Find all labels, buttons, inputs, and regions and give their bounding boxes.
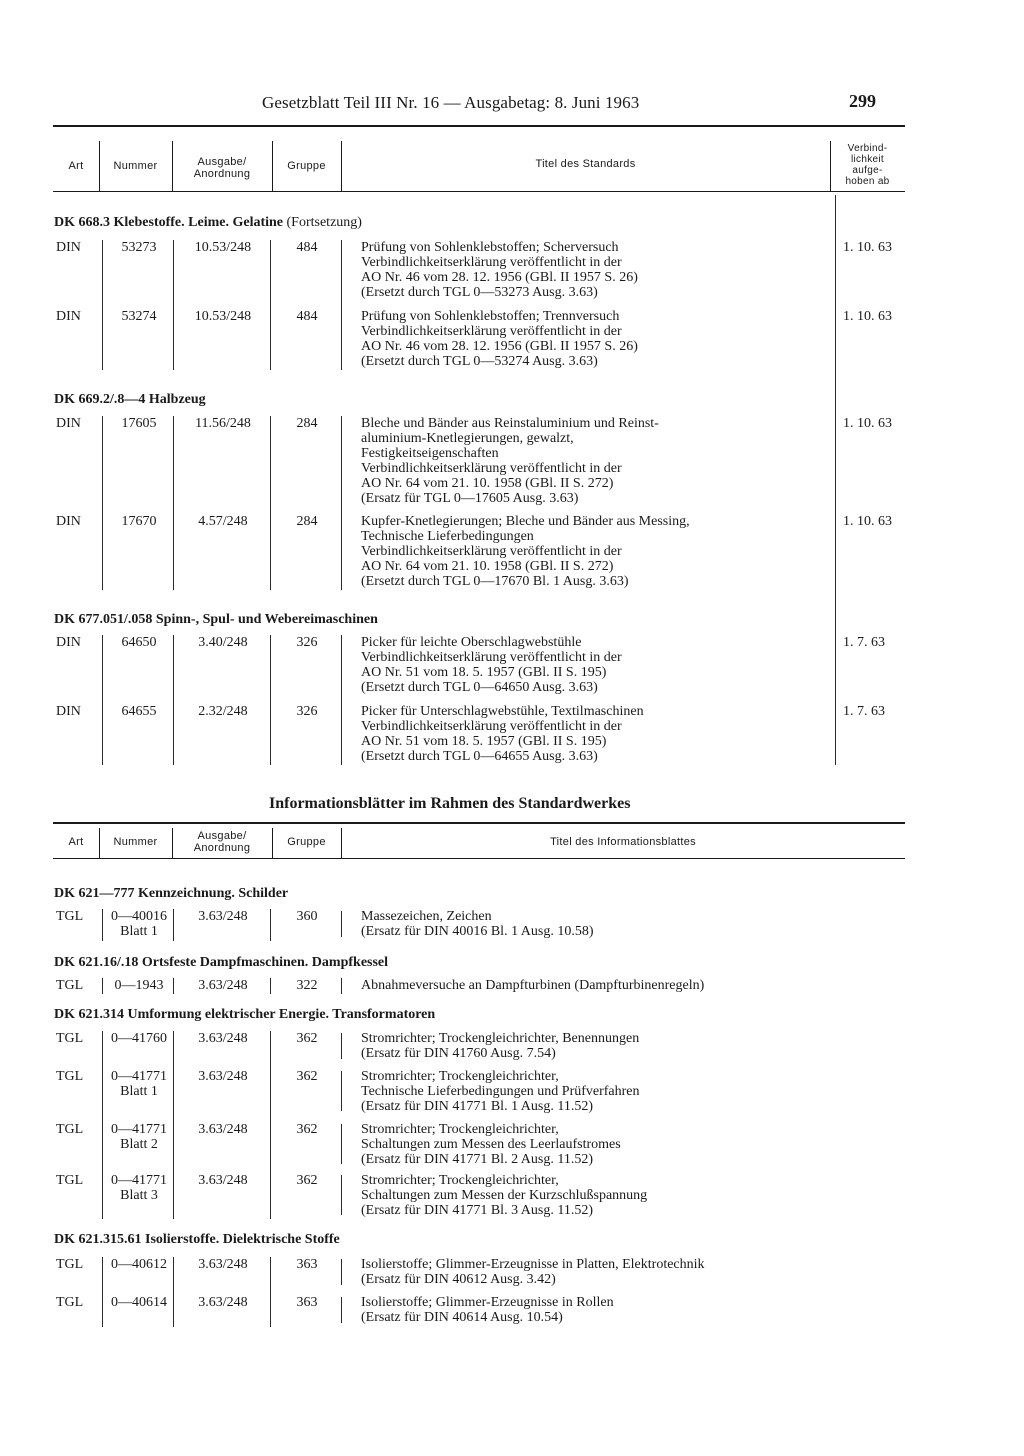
col-gruppe-header: Gruppe [287,836,326,848]
cell-ausgabe: 3.40/248 [198,635,248,650]
cell-titel: Stromrichter; Trockengleichrichter, Technische Lieferbedingungen und Prüfverfahren (Ersatz für DIN 41771 Bl. 1 Ausg. 11.52) [361,1069,640,1114]
cell-ausgabe: 3.63/248 [198,909,248,924]
cell-titel: Bleche und Bänder aus Reinstaluminium und Reinst- aluminium-Knetlegierungen, gewalzt, Festigkeitseigenschaften Verbindlichkeitserklärung veröffentlicht in der AO Nr. 64 vom 21. 10. 1958 (GBl. II S. 272) (Ersatz für TGL 0—17605 Ausg. 3.63) [361,416,659,506]
section-heading: DK 668.3 Klebestoffe. Leime. Gelatine (Fortsetzung) [54,215,362,230]
cell-art: DIN [56,635,81,650]
cell-gruppe: 362 [296,1122,318,1137]
cell-nummer: 0—41771 Blatt 3 [111,1173,167,1203]
cell-nummer: 53273 [121,240,157,255]
cell-ausgabe: 10.53/248 [194,240,252,255]
cell-art: DIN [56,514,81,529]
page-number: 299 [849,91,876,111]
cell-ausgabe: 4.57/248 [198,514,248,529]
cell-gruppe: 284 [296,416,318,431]
cell-nummer: 0—41771 Blatt 2 [111,1122,167,1152]
info-section-title: Informationsblätter im Rahmen des Standardwerkes [269,795,631,812]
cell-nummer: 0—40016 Blatt 1 [111,909,167,939]
cell-verbindlich: 1. 10. 63 [843,309,892,324]
cell-ausgabe: 3.63/248 [198,1122,248,1137]
cell-verbindlich: 1. 10. 63 [843,416,892,431]
cell-art: DIN [56,704,81,719]
cell-gruppe: 484 [296,240,318,255]
cell-ausgabe: 2.32/248 [198,704,248,719]
cell-gruppe: 362 [296,1173,318,1188]
col-titel-header: Titel des Standards [535,158,636,170]
cell-titel: Stromrichter; Trockengleichrichter, Benennungen (Ersatz für DIN 41760 Ausg. 7.54) [361,1031,640,1061]
cell-titel: Massezeichen, Zeichen (Ersatz für DIN 40016 Bl. 1 Ausg. 10.58) [361,909,594,939]
col-titel-header: Titel des Informationsblattes [550,836,696,848]
verbindlich-column-rule [835,195,836,765]
cell-titel: Isolierstoffe; Glimmer-Erzeugnisse in Rollen (Ersatz für DIN 40614 Ausg. 10.54) [361,1295,614,1325]
col-art-header: Art [68,836,84,848]
section-heading: DK 621.16/.18 Ortsfeste Dampfmaschinen. Dampfkessel [54,955,389,970]
section-heading: DK 669.2/.8—4 Halbzeug [54,392,206,407]
cell-verbindlich: 1. 10. 63 [843,514,892,529]
cell-ausgabe: 10.53/248 [194,309,252,324]
col-gruppe-header: Gruppe [287,160,326,172]
section-heading: DK 621.314 Umformung elektrischer Energie. Transformatoren [54,1007,436,1022]
cell-titel: Abnahmeversuche an Dampfturbinen (Dampfturbinenregeln) [361,978,705,993]
cell-nummer: 17670 [121,514,157,529]
cell-art: TGL [56,1295,84,1310]
header-bottom-rule [53,191,905,192]
cell-nummer: 0—40612 [111,1257,167,1272]
cell-verbindlich: 1. 10. 63 [843,240,892,255]
cell-art: DIN [56,309,81,324]
col-nummer-header: Nummer [113,160,158,172]
col-ausgabe-header: Ausgabe/ Anordnung [193,156,251,180]
col-art-header: Art [68,160,84,172]
cell-gruppe: 363 [296,1257,318,1272]
cell-gruppe: 360 [296,909,318,924]
cell-titel: Prüfung von Sohlenklebstoffen; Trennversuch Verbindlichkeitserklärung veröffentlicht in der AO Nr. 46 vom 28. 12. 1956 (GBl. II 1957 S. 26) (Ersetzt durch TGL 0—53274 Ausg. 3.63) [361,309,638,369]
cell-art: TGL [56,1069,84,1084]
cell-ausgabe: 11.56/248 [195,416,251,431]
cell-ausgabe: 3.63/248 [198,1173,248,1188]
cell-art: TGL [56,1257,84,1272]
cell-ausgabe: 3.63/248 [198,1257,248,1272]
cell-titel: Picker für leichte Oberschlagwebstühle Verbindlichkeitserklärung veröffentlicht in der AO Nr. 51 vom 18. 5. 1957 (GBl. II S. 195) (Ersetzt durch TGL 0—64650 Ausg. 3.63) [361,635,622,695]
cell-gruppe: 284 [296,514,318,529]
cell-nummer: 0—41771 Blatt 1 [111,1069,167,1099]
cell-titel: Kupfer-Knetlegierungen; Bleche und Bänder aus Messing, Technische Lieferbedingungen Verbindlichkeitserklärung veröffentlicht in der AO Nr. 64 vom 21. 10. 1958 (GBl. II S. 272) (Ersetzt durch TGL 0—17670 Bl. 1 Ausg. 3.63) [361,514,690,589]
cell-art: TGL [56,1122,84,1137]
cell-nummer: 0—1943 [114,978,164,993]
table-header [53,127,905,191]
cell-art: TGL [56,978,84,993]
cell-art: TGL [56,1173,84,1188]
cell-gruppe: 362 [296,1069,318,1084]
cell-nummer: 17605 [121,416,157,431]
cell-nummer: 53274 [121,309,157,324]
cell-titel: Picker für Unterschlagwebstühle, Textilmaschinen Verbindlichkeitserklärung veröffentlicht in der AO Nr. 51 vom 18. 5. 1957 (GBl. II S. 195) (Ersetzt durch TGL 0—64655 Ausg. 3.63) [361,704,644,764]
cell-ausgabe: 3.63/248 [198,1295,248,1310]
cell-nummer: 0—40614 [111,1295,167,1310]
cell-art: TGL [56,909,84,924]
cell-titel: Stromrichter; Trockengleichrichter, Schaltungen zum Messen der Kurzschlußspannung (Ersatz für DIN 41771 Bl. 3 Ausg. 11.52) [361,1173,648,1218]
cell-art: DIN [56,240,81,255]
cell-titel: Stromrichter; Trockengleichrichter, Schaltungen zum Messen des Leerlaufstromes (Ersatz für DIN 41771 Bl. 2 Ausg. 11.52) [361,1122,621,1167]
cell-art: TGL [56,1031,84,1046]
section-heading: DK 621—777 Kennzeichnung. Schilder [54,886,289,901]
cell-gruppe: 322 [296,978,318,993]
cell-art: DIN [56,416,81,431]
cell-gruppe: 326 [296,635,318,650]
col-verbindlich-header: Verbind- lichkeit aufge- hoben ab [845,143,890,187]
cell-gruppe: 362 [296,1031,318,1046]
info-table-header [53,824,905,858]
cell-nummer: 64655 [121,704,157,719]
info-header-bottom-rule [53,858,905,859]
col-ausgabe-header: Ausgabe/ Anordnung [193,830,251,854]
cell-ausgabe: 3.63/248 [198,1069,248,1084]
section-heading: DK 621.315.61 Isolierstoffe. Dielektrische Stoffe [54,1232,340,1247]
cell-nummer: 0—41760 [111,1031,167,1046]
cell-gruppe: 484 [296,309,318,324]
cell-verbindlich: 1. 7. 63 [843,635,885,650]
cell-titel: Prüfung von Sohlenklebstoffen; Scherversuch Verbindlichkeitserklärung veröffentlicht in der AO Nr. 46 vom 28. 12. 1956 (GBl. II 1957 S. 26) (Ersetzt durch TGL 0—53273 Ausg. 3.63) [361,240,638,300]
section-heading: DK 677.051/.058 Spinn-, Spul- und Webereimaschinen [54,612,378,627]
cell-nummer: 64650 [121,635,157,650]
cell-ausgabe: 3.63/248 [198,1031,248,1046]
col-nummer-header: Nummer [113,836,158,848]
cell-gruppe: 326 [296,704,318,719]
running-title: Gesetzblatt Teil III Nr. 16 — Ausgabetag: 8. Juni 1963 [262,93,640,112]
cell-gruppe: 363 [296,1295,318,1310]
cell-ausgabe: 3.63/248 [198,978,248,993]
cell-titel: Isolierstoffe; Glimmer-Erzeugnisse in Platten, Elektrotechnik (Ersatz für DIN 40612 Ausg. 3.42) [361,1257,705,1287]
cell-verbindlich: 1. 7. 63 [843,704,885,719]
